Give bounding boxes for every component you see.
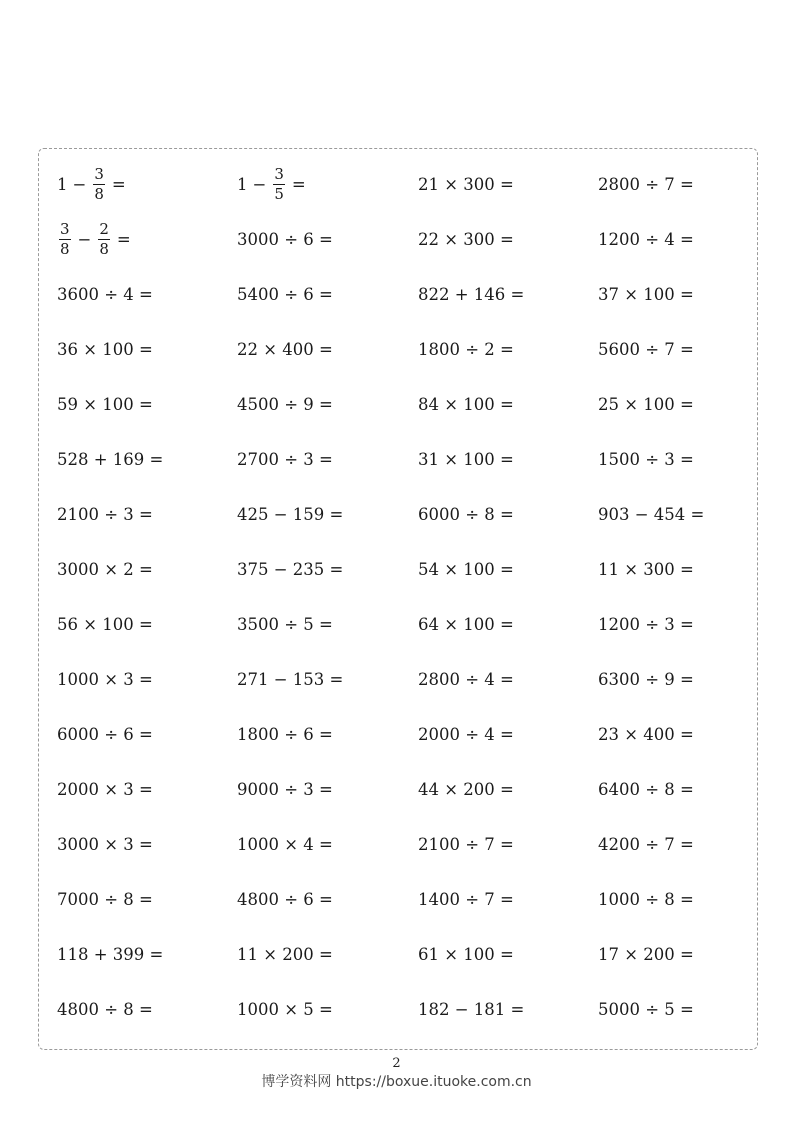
- problem: 3000 × 2 =: [57, 559, 153, 579]
- problem: 5400 ÷ 6 =: [237, 284, 333, 304]
- problem: 84 × 100 =: [418, 394, 514, 414]
- problem: 2800 ÷ 4 =: [418, 669, 514, 689]
- numerator: 2: [99, 219, 109, 238]
- term: 1: [57, 174, 68, 194]
- problem: 5000 ÷ 5 =: [598, 999, 694, 1019]
- problem: 31 × 100 =: [418, 449, 514, 469]
- denominator: 5: [274, 184, 284, 203]
- problem-row: [39, 934, 757, 974]
- problem: 425 − 159 =: [237, 504, 344, 524]
- numerator: 3: [94, 164, 104, 183]
- problem: 182 − 181 =: [418, 999, 525, 1019]
- problem: 4800 ÷ 8 =: [57, 999, 153, 1019]
- problem: 64 × 100 =: [418, 614, 514, 634]
- problem: 118 + 399 =: [57, 944, 164, 964]
- problem: 903 − 454 =: [598, 504, 705, 524]
- problem: 2100 ÷ 3 =: [57, 504, 153, 524]
- problem: 271 − 153 =: [237, 669, 344, 689]
- operator: −: [72, 174, 87, 194]
- problem-row: [39, 164, 757, 204]
- problem: 1800 ÷ 2 =: [418, 339, 514, 359]
- problem-row: [39, 604, 757, 644]
- problem-row: [39, 879, 757, 919]
- term: 1: [237, 174, 248, 194]
- problem: 5600 ÷ 7 =: [598, 339, 694, 359]
- problem: 37 × 100 =: [598, 284, 694, 304]
- problem: [237, 164, 311, 204]
- problem: 1800 ÷ 6 =: [237, 724, 333, 744]
- denominator: 8: [99, 239, 109, 258]
- problem: 375 − 235 =: [237, 559, 344, 579]
- problem: 6000 ÷ 8 =: [418, 504, 514, 524]
- problem: 2800 ÷ 7 =: [598, 174, 694, 194]
- problem: 1000 ÷ 8 =: [598, 889, 694, 909]
- problem: 3000 ÷ 6 =: [237, 229, 333, 249]
- problem-row: [39, 219, 757, 259]
- problem: [57, 164, 131, 204]
- problem-row: [39, 274, 757, 314]
- fraction: [273, 164, 285, 203]
- problem: 17 × 200 =: [598, 944, 694, 964]
- worksheet-box: [38, 148, 758, 1050]
- problem: 2700 ÷ 3 =: [237, 449, 333, 469]
- denominator: 8: [60, 239, 70, 258]
- operator: −: [77, 229, 92, 249]
- problem-row: [39, 989, 757, 1029]
- problem-row: [39, 714, 757, 754]
- problem: 7000 ÷ 8 =: [57, 889, 153, 909]
- footer-watermark: 博学资料网 https://boxue.ituoke.com.cn: [261, 1074, 532, 1090]
- problem: 1000 × 5 =: [237, 999, 333, 1019]
- problem: 2000 × 3 =: [57, 779, 153, 799]
- problem: 6000 ÷ 6 =: [57, 724, 153, 744]
- equals-sign: =: [291, 174, 306, 194]
- problem: 1500 ÷ 3 =: [598, 449, 694, 469]
- fraction: [59, 219, 71, 258]
- numerator: 3: [274, 164, 284, 183]
- problem: 4800 ÷ 6 =: [237, 889, 333, 909]
- problem: 25 × 100 =: [598, 394, 694, 414]
- problem-row: [39, 384, 757, 424]
- problem: 22 × 300 =: [418, 229, 514, 249]
- problem: 4200 ÷ 7 =: [598, 834, 694, 854]
- problem: 1000 × 4 =: [237, 834, 333, 854]
- problem-row: [39, 549, 757, 589]
- problem: 3500 ÷ 5 =: [237, 614, 333, 634]
- problem-row: [39, 824, 757, 864]
- problem: 3600 ÷ 4 =: [57, 284, 153, 304]
- problem: 1200 ÷ 3 =: [598, 614, 694, 634]
- equals-sign: =: [111, 174, 126, 194]
- page-number: 2: [392, 1056, 401, 1071]
- problem-row: [39, 659, 757, 699]
- problem: 822 + 146 =: [418, 284, 525, 304]
- problem: 59 × 100 =: [57, 394, 153, 414]
- problem: 21 × 300 =: [418, 174, 514, 194]
- problem: [57, 219, 136, 259]
- problem: 44 × 200 =: [418, 779, 514, 799]
- problem-row: [39, 494, 757, 534]
- fraction: [98, 219, 110, 258]
- problem: 1400 ÷ 7 =: [418, 889, 514, 909]
- problem: 2000 ÷ 4 =: [418, 724, 514, 744]
- problem: 54 × 100 =: [418, 559, 514, 579]
- fraction: [93, 164, 105, 203]
- problem: 3000 × 3 =: [57, 834, 153, 854]
- problem-row: [39, 439, 757, 479]
- problem: 528 + 169 =: [57, 449, 164, 469]
- operator: −: [252, 174, 267, 194]
- problem-row: [39, 769, 757, 809]
- problem: 11 × 300 =: [598, 559, 694, 579]
- problem: 2100 ÷ 7 =: [418, 834, 514, 854]
- problem: 1000 × 3 =: [57, 669, 153, 689]
- problem: 22 × 400 =: [237, 339, 333, 359]
- numerator: 3: [60, 219, 70, 238]
- problem: 23 × 400 =: [598, 724, 694, 744]
- equals-sign: =: [116, 229, 131, 249]
- problem-row: [39, 329, 757, 369]
- problem: 9000 ÷ 3 =: [237, 779, 333, 799]
- problem: 56 × 100 =: [57, 614, 153, 634]
- problem: 36 × 100 =: [57, 339, 153, 359]
- problem: 11 × 200 =: [237, 944, 333, 964]
- problem: 4500 ÷ 9 =: [237, 394, 333, 414]
- problem: 6400 ÷ 8 =: [598, 779, 694, 799]
- problem: 6300 ÷ 9 =: [598, 669, 694, 689]
- problem: 1200 ÷ 4 =: [598, 229, 694, 249]
- denominator: 8: [94, 184, 104, 203]
- problem: 61 × 100 =: [418, 944, 514, 964]
